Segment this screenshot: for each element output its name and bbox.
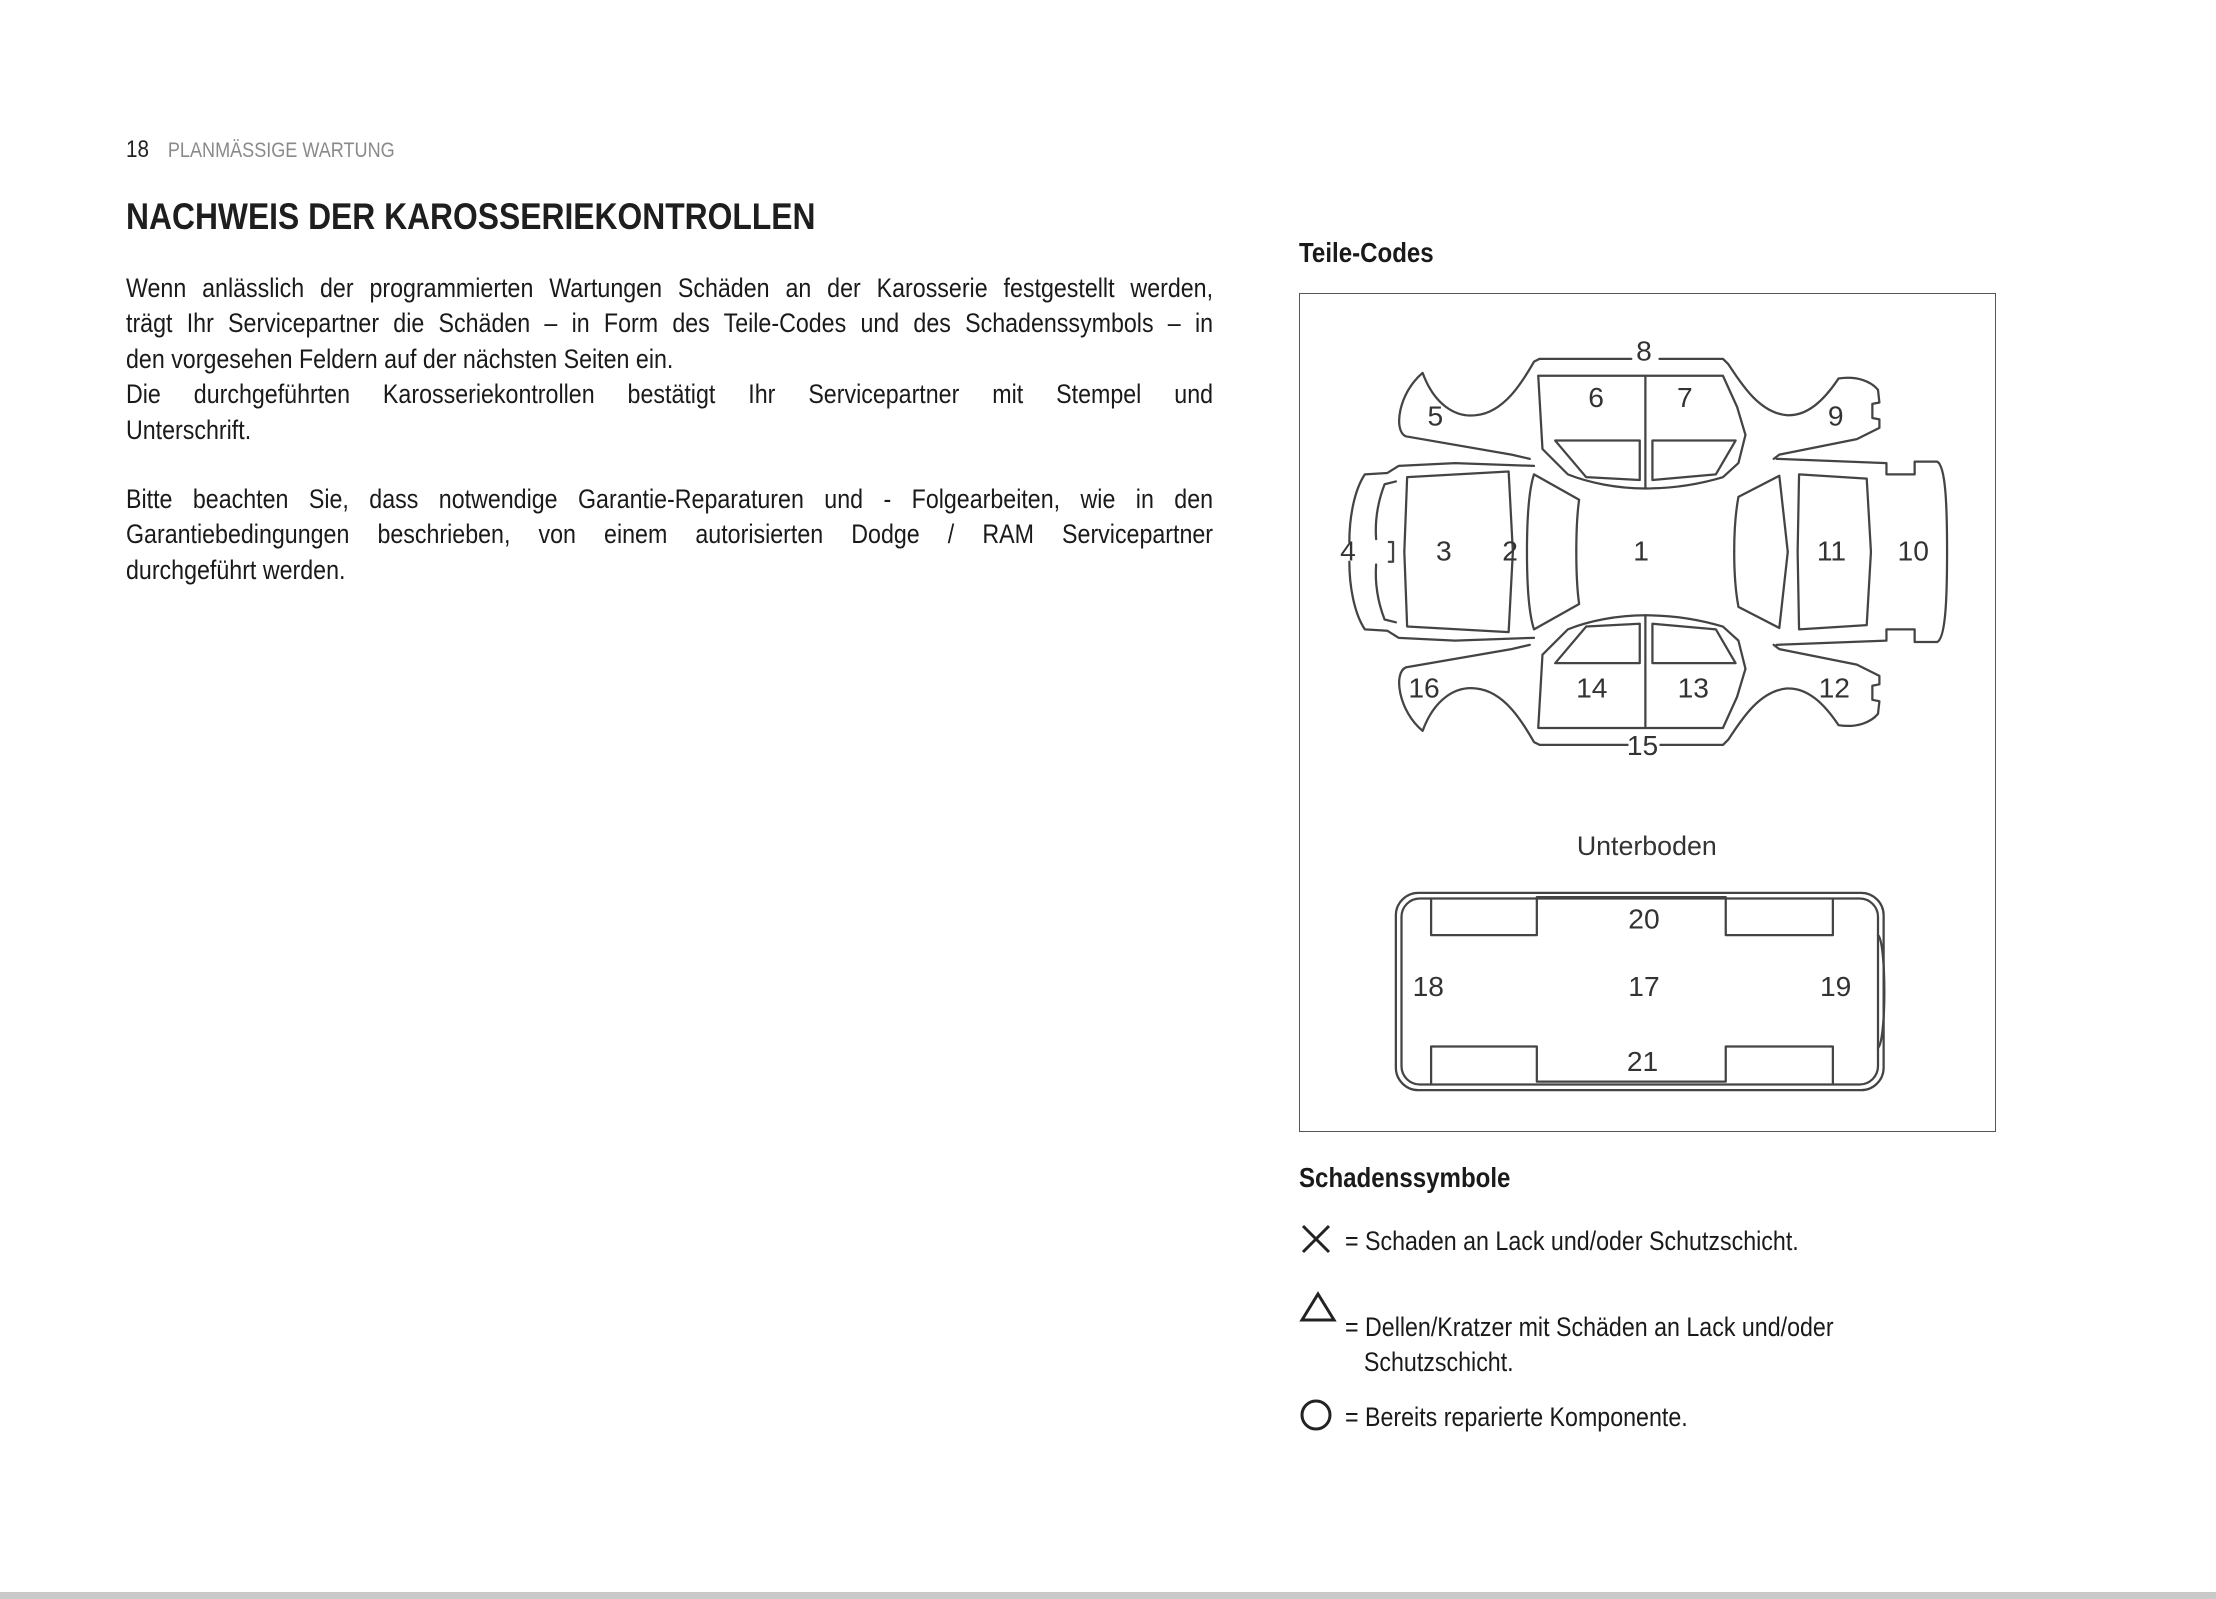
part-code-14: 14 <box>1576 671 1608 704</box>
text-line: Unterschrift. <box>126 414 252 445</box>
running-header <box>126 136 395 164</box>
triangle-icon <box>1299 1290 1337 1324</box>
part-code-9: 9 <box>1827 399 1844 432</box>
text-line: trägt Ihr Servicepartner die Schäden – in Form des Teile-Codes und des Schadenssymbols – in <box>126 308 1214 339</box>
part-code-18: 18 <box>1412 970 1444 1003</box>
warranty-paragraph <box>126 482 1213 588</box>
damage-symbol-text <box>1345 1310 1834 1380</box>
part-code-21: 21 <box>1626 1044 1659 1077</box>
text-line: = Dellen/Kratzer mit Schäden an Lack und/oder <box>1345 1312 1834 1342</box>
part-code-20: 20 <box>1628 902 1660 935</box>
circle-icon <box>1299 1398 1335 1434</box>
page-number: 18 <box>126 136 149 163</box>
text-line: Wenn anlässlich der programmierten Wartungen Schäden an der Karosserie festgestellt werden, <box>126 273 1214 303</box>
part-code-5: 5 <box>1427 399 1444 432</box>
part-code-17: 17 <box>1628 970 1660 1003</box>
text-line: Die durchgeführten Karosseriekontrollen bestätigt Ihr Servicepartner mit Stempel und <box>126 379 1214 410</box>
part-code-2: 2 <box>1502 534 1518 567</box>
text-line: Bitte beachten Sie, dass notwendige Garantie-Reparaturen und - Folgearbeiten, wie in den <box>126 484 1214 514</box>
part-code-15: 15 <box>1626 729 1659 762</box>
part-code-16: 16 <box>1408 671 1440 704</box>
parts-codes-heading: Teile-Codes <box>1299 237 1434 268</box>
x-mark-icon <box>1299 1222 1333 1256</box>
section-title: PLANMÄSSIGE WARTUNG <box>167 139 395 162</box>
text-line: Schutzschicht. <box>1363 1347 1514 1377</box>
part-code-4: 4 <box>1340 534 1356 567</box>
damage-symbols-heading: Schadenssymbole <box>1299 1162 1511 1193</box>
part-code-13: 13 <box>1677 671 1709 704</box>
part-code-3: 3 <box>1435 534 1452 567</box>
part-code-6: 6 <box>1588 381 1604 414</box>
underbody-label: Unterboden <box>1576 830 1717 861</box>
part-code-19: 19 <box>1820 970 1852 1003</box>
part-code-12: 12 <box>1818 671 1850 704</box>
part-code-1: 1 <box>1633 534 1649 567</box>
part-code-10: 10 <box>1897 534 1929 567</box>
text-line: den vorgesehen Feldern auf der nächsten Seiten ein. <box>126 343 674 374</box>
page-bottom-edge <box>0 1592 2216 1599</box>
text-line: Garantiebedingungen beschrieben, von einem autorisierten Dodge / RAM Servicepartner <box>126 519 1214 550</box>
text-line: durchgeführt werden. <box>126 554 346 585</box>
part-code-8: 8 <box>1636 334 1652 367</box>
part-code-7: 7 <box>1677 381 1693 414</box>
part-code-11: 11 <box>1816 534 1847 567</box>
page-title: NACHWEIS DER KAROSSERIEKONTROLLEN <box>126 196 816 237</box>
damage-symbol-text: = Bereits reparierte Komponente. <box>1345 1402 1688 1432</box>
damage-symbol-text: = Schaden an Lack und/oder Schutzschicht. <box>1345 1226 1799 1256</box>
parts-diagram <box>1299 293 1996 1132</box>
intro-paragraph <box>126 271 1213 448</box>
car-body-diagram <box>1300 294 1995 1131</box>
